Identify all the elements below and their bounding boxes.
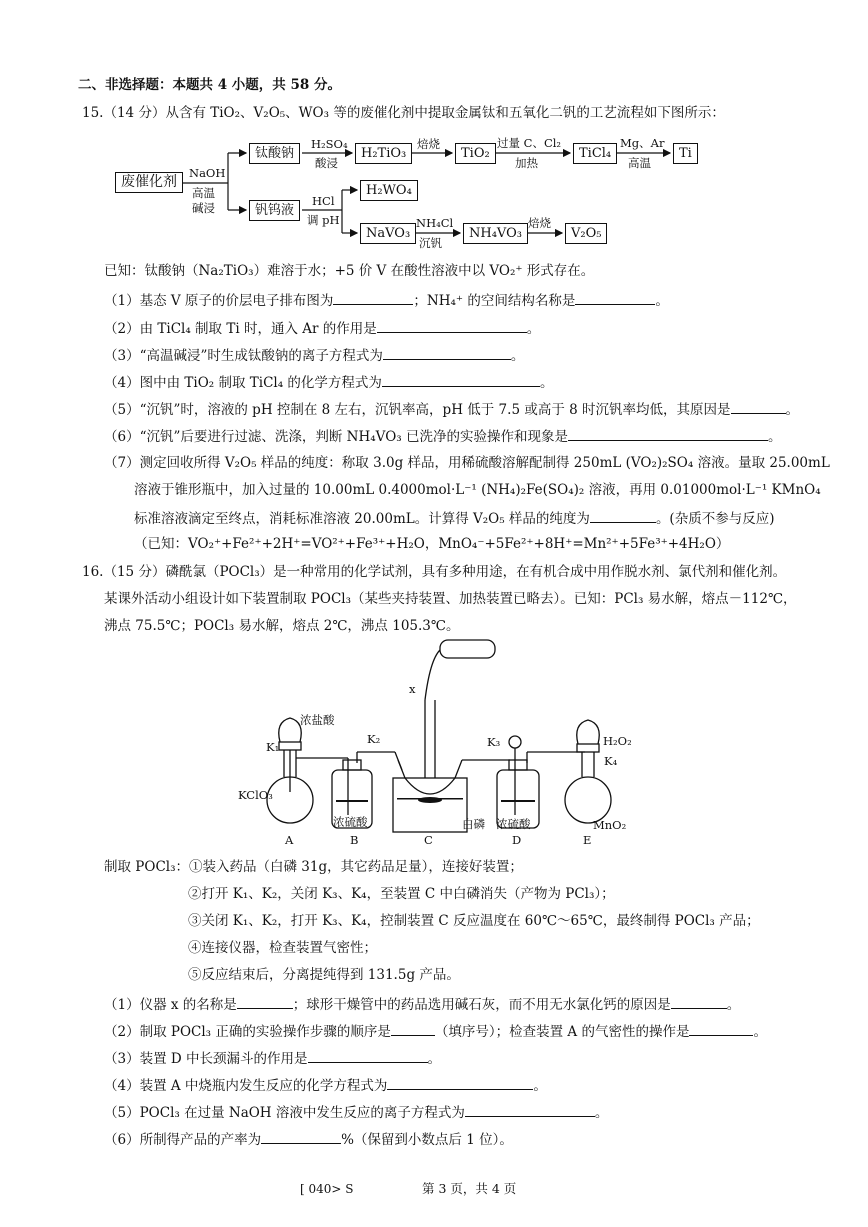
q16-part1-c: 。 — [726, 997, 741, 1013]
q16-part5-text: （5）POCl₃ 在过量 NaOH 溶液中发生反应的离子方程式为 — [104, 1105, 465, 1121]
step-4: ④连接仪器，检查装置气密性； — [188, 940, 377, 956]
q16-part6-a: （6）所制得产品的产率为 — [104, 1132, 262, 1148]
flow-label-h2so4: H₂SO₄ — [311, 137, 348, 151]
label-B: B — [350, 833, 359, 847]
label-C: C — [424, 833, 433, 847]
label-conc-h2so4-d: 浓硫酸 — [496, 817, 531, 831]
label-E: E — [583, 833, 592, 847]
q15-part1-text-c: 。 — [655, 293, 669, 309]
label-k3: K₃ — [487, 735, 501, 749]
step-5: ⑤反应结束后，分离提纯得到 131.5g 产品。 — [188, 967, 460, 983]
answer-blank[interactable] — [671, 994, 727, 1009]
q16-part2-c: 。 — [753, 1024, 767, 1040]
label-conc-h2so4-b: 浓硫酸 — [333, 815, 368, 829]
q15-part1-text-b: ；NH₄⁺ 的空间结构名称是 — [413, 293, 576, 309]
flow-label-nh4cl: NH₄Cl — [416, 216, 454, 230]
flow-label-acid-leach: 酸浸 — [315, 156, 338, 170]
flow-box-nh4vo3: NH₄VO₃ — [463, 223, 528, 244]
label-x: x — [409, 682, 416, 696]
step-1: ①装入药品（白磷 31g，其它药品足量），连接好装置； — [189, 859, 523, 875]
flow-label-mg-ar: Mg、Ar — [620, 136, 665, 150]
flow-box-ticl4: TiCl₄ — [573, 143, 617, 164]
q15-part1-text-a: （1）基态 V 原子的价层电子排布图为 — [104, 293, 334, 309]
q15-part4: （4）图中由 TiO₂ 制取 TiCl₄ 的化学方程式为 。 — [104, 372, 553, 392]
answer-blank[interactable] — [261, 1129, 341, 1144]
q16-part2 — [104, 1021, 767, 1041]
q15-part4-text: （4）图中由 TiO₂ 制取 TiCl₄ 的化学方程式为 — [104, 375, 382, 391]
flow-box-v2o5: V₂O₅ — [565, 223, 607, 244]
q16-steps-title — [104, 858, 523, 876]
answer-blank[interactable] — [391, 1021, 435, 1036]
flow-label-precip-v: 沉钒 — [419, 236, 442, 250]
q15-part7-line2: 溶液于锥形瓶中，加入过量的 10.00mL 0.4000mol·L⁻¹ (NH₄)₂Fe(SO₄)₂ 溶液，再用 0.01000mol·L⁻¹ KMnO₄ — [134, 482, 821, 498]
footer-code: [ 040> S — [300, 1182, 354, 1196]
flow-label-alkali-leach: 碱浸 — [192, 201, 215, 215]
q16-head-2: 某课外活动小组设计如下装置制取 POCl₃（某些夹持装置、加热装置已略去）。已知：PCl₃ 易水解，熔点－112℃， — [104, 591, 797, 607]
label-conc-hcl: 浓盐酸 — [300, 713, 335, 727]
q15-part5-text: （5）“沉钒”时，溶液的 pH 控制在 8 左右，沉钒率高，pH 低于 7.5 或高于 8 时沉钒率均低，其原因是 — [104, 402, 731, 418]
flow-label-roast-1: 焙烧 — [417, 137, 440, 151]
flow-label-excess-c-cl2: 过量 C、Cl₂ — [497, 136, 562, 150]
flow-box-sodium-titanate: 钛酸钠 — [249, 143, 300, 164]
answer-blank[interactable] — [237, 994, 293, 1009]
q16-part4-text: （4）装置 A 中烧瓶内发生反应的化学方程式为 — [104, 1078, 388, 1094]
flow-label-naoh: NaOH — [189, 166, 226, 180]
q15-part7-known: （已知：VO₂⁺+Fe²⁺+2H⁺=VO²⁺+Fe³⁺+H₂O，MnO₄⁻+5Fe²⁺+8H⁺=Mn²⁺+5Fe³⁺+4H₂O） — [134, 536, 730, 552]
q15-part7-line1: （7）测定回收所得 V₂O₅ 样品的纯度：称取 3.0g 样品，用稀硫酸溶解配制得 250mL (VO₂)₂SO₄ 溶液。量取 25.00mL — [104, 455, 830, 471]
q16-part6 — [104, 1129, 513, 1149]
label-white-phosphorus: 白磷 — [462, 817, 485, 831]
label-k1: K₁ — [266, 740, 280, 754]
flow-label-roast-2: 焙烧 — [528, 216, 551, 230]
section-title: 二、非选择题：本题共 4 小题，共 58 分。 — [78, 77, 341, 93]
q16-part3: （3）装置 D 中长颈漏斗的作用是 。 — [104, 1048, 441, 1068]
steps-title: 制取 POCl₃： — [104, 859, 190, 875]
flow-box-ti: Ti — [673, 143, 698, 164]
answer-blank[interactable] — [308, 1048, 428, 1063]
flow-label-heat: 加热 — [515, 156, 538, 170]
page-number: 第 3 页，共 4 页 — [422, 1181, 517, 1196]
flow-box-waste-catalyst: 废催化剂 — [115, 172, 183, 193]
q16-part2-b: （填序号）；检查装置 A 的气密性的操作是 — [434, 1024, 690, 1040]
q15-known: 已知：钛酸钠（Na₂TiO₃）难溶于水；+5 价 V 在酸性溶液中以 VO₂⁺ 形式存在。 — [104, 263, 595, 279]
answer-blank[interactable] — [689, 1021, 753, 1036]
q16-part2-a: （2）制取 POCl₃ 正确的实验操作步骤的顺序是 — [104, 1024, 391, 1040]
flow-box-navo3: NaVO₃ — [360, 223, 416, 244]
q15-part7-note: 。(杂质不参与反应) — [655, 511, 775, 527]
flow-box-tio2: TiO₂ — [455, 143, 496, 164]
q15-part6-text: （6）“沉钒”后要进行过滤、洗涤，判断 NH₄VO₃ 已洗净的实验操作和现象是 — [104, 429, 568, 445]
label-mno2: MnO₂ — [593, 818, 627, 832]
label-kclo3: KClO₃ — [238, 788, 273, 802]
flow-label-high-temp-2: 高温 — [628, 156, 651, 170]
flow-box-h2wo4: H₂WO₄ — [360, 180, 418, 201]
q16-part6-b: %（保留到小数点后 1 位）。 — [341, 1132, 513, 1148]
step-3: ③关闭 K₁、K₂，打开 K₃、K₄，控制装置 C 反应温度在 60℃～65℃，最终制得 POCl₃ 产品； — [188, 913, 760, 929]
label-D: D — [512, 833, 522, 847]
q15-part7-text: 标准溶液滴定至终点，消耗标准溶液 20.00mL。计算得 V₂O₅ 样品的纯度为 — [134, 511, 590, 527]
answer-blank[interactable] — [387, 1075, 533, 1090]
answer-blank[interactable] — [465, 1102, 595, 1117]
q16-part4: （4）装置 A 中烧瓶内发生反应的化学方程式为 。 — [104, 1075, 547, 1095]
flow-box-v-w-liquid: 钒钨液 — [249, 200, 300, 221]
q15-part2: （2）由 TiCl₄ 制取 Ti 时，通入 Ar 的作用是 。 — [104, 318, 540, 338]
q16-head-3: 沸点 75.5℃；POCl₃ 易水解，熔点 2℃，沸点 105.3℃。 — [104, 618, 460, 634]
label-A: A — [285, 833, 294, 847]
step-2: ②打开 K₁、K₂，关闭 K₃、K₄，至装置 C 中白磷消失（产物为 PCl₃）； — [188, 886, 615, 902]
q15-part5: （5）“沉钒”时，溶液的 pH 控制在 8 左右，沉钒率高，pH 低于 7.5 或高于 8 时沉钒率均低，其原因是 。 — [104, 399, 799, 419]
q16-part1-b: ；球形干燥管中的药品选用碱石灰，而不用无水氯化钙的原因是 — [292, 997, 671, 1013]
flow-label-hcl: HCl — [312, 194, 335, 208]
q16-head-1: 16.（15 分）磷酰氯（POCl₃）是一种常用的化学试剂，具有多种用途，在有机合成中用作脱水剂、氯代剂和催化剂。 — [82, 564, 787, 580]
label-h2o2: H₂O₂ — [603, 734, 632, 748]
q15-part2-text: （2）由 TiCl₄ 制取 Ti 时，通入 Ar 的作用是 — [104, 321, 377, 337]
label-k2: K₂ — [367, 732, 381, 746]
q15-part3-text: （3）“高温碱浸”时生成钛酸钠的离子方程式为 — [104, 348, 383, 364]
q16-part1-a: （1）仪器 x 的名称是 — [104, 997, 237, 1013]
q15-part6: （6）“沉钒”后要进行过滤、洗涤，判断 NH₄VO₃ 已洗净的实验操作和现象是 。 — [104, 426, 781, 446]
q16-part1 — [104, 994, 740, 1014]
flow-label-high-temp: 高温 — [192, 186, 215, 200]
q16-part3-text: （3）装置 D 中长颈漏斗的作用是 — [104, 1051, 308, 1067]
label-k4: K₄ — [604, 754, 618, 768]
q15-head: 15.（14 分）从含有 TiO₂、V₂O₅、WO₃ 等的废催化剂中提取金属钛和五氧化二钒的工艺流程如下图所示： — [82, 105, 725, 121]
flow-box-h2tio3: H₂TiO₃ — [355, 143, 412, 164]
q16-part5: （5）POCl₃ 在过量 NaOH 溶液中发生反应的离子方程式为 。 — [104, 1102, 608, 1122]
q15-part3: （3）“高温碱浸”时生成钛酸钠的离子方程式为 。 — [104, 345, 524, 365]
flow-label-adjust-ph: 调 pH — [307, 213, 340, 227]
